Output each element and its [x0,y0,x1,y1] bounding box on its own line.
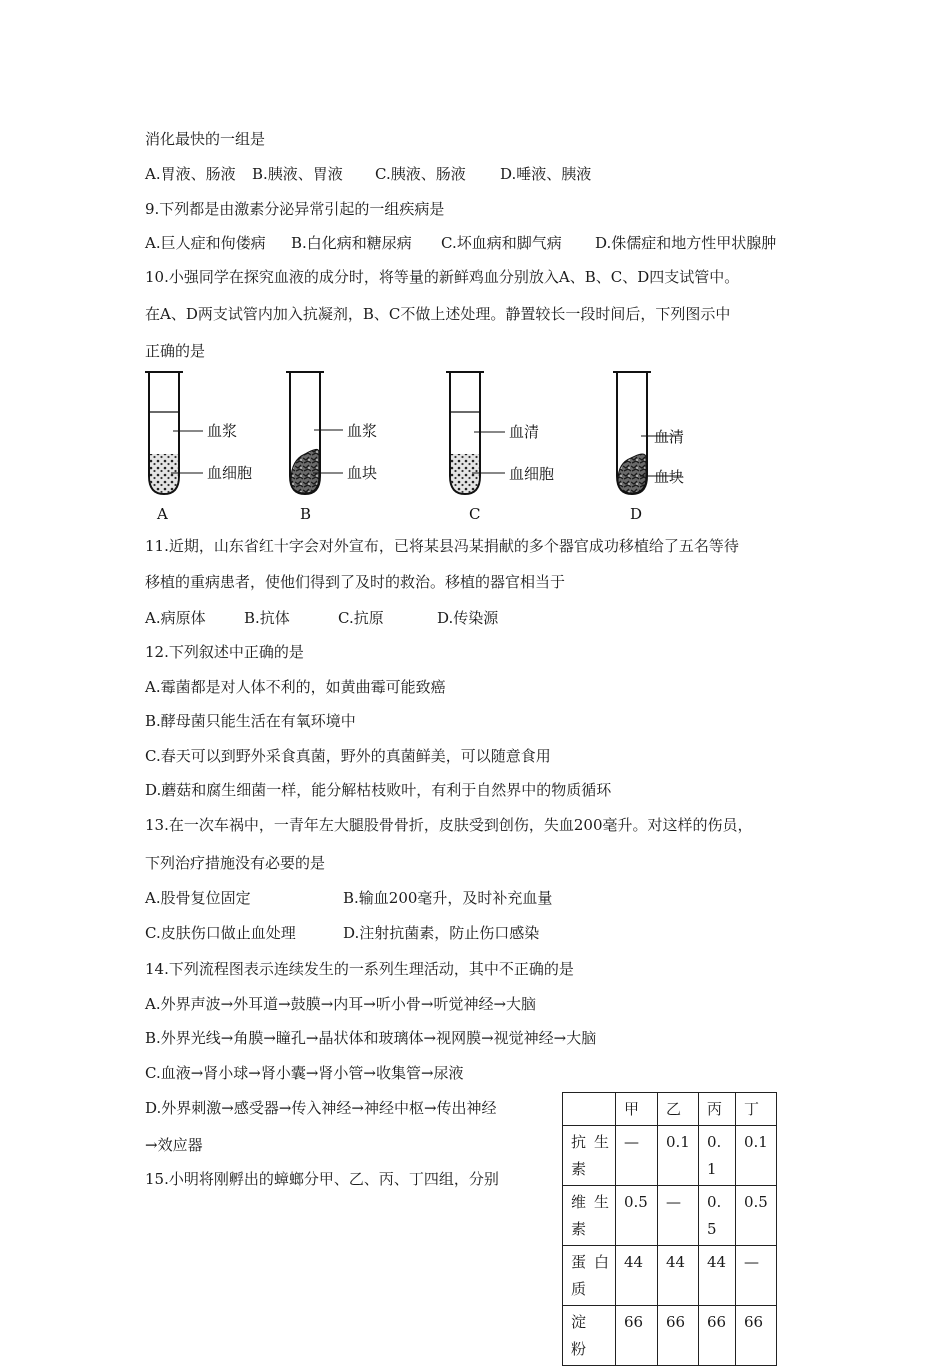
table-cell: — [736,1246,777,1306]
table-header-cell [563,1093,616,1126]
q8-option-d: D.唾液、胰液 [500,165,592,183]
tube-a-letter: A [157,505,168,523]
diet-table [562,1092,777,1366]
q11-option-c: C.抗原 [338,609,384,627]
table-cell: 44 [699,1246,736,1306]
table-cell: 0. 1 [699,1126,736,1186]
q12-option-d: D.蘑菇和腐生细菌一样，能分解枯枝败叶，有利于自然界中的物质循环 [145,781,612,799]
q8-options [145,164,591,184]
q13-line-2: 下列治疗措施没有必要的是 [145,854,326,872]
q15-stem: 15.小明将刚孵出的蟑螂分甲、乙、丙、丁四组，分别 [145,1170,499,1188]
table-row [563,1126,777,1186]
q11-line-2: 移植的重病患者，使他们得到了及时的救治。移植的器官相当于 [145,573,566,591]
tube-d-lower-label: 血块 [653,468,684,486]
q13-option-d: D.注射抗菌素，防止伤口感染 [343,924,540,942]
table-row [563,1246,777,1306]
q14-option-a: A.外界声波→外耳道→鼓膜→内耳→听小骨→听觉神经→大脑 [145,995,537,1013]
q8-option-b: B.胰液、胃液 [252,165,343,183]
tube-a [145,372,252,523]
q13-options-row-2 [145,923,539,943]
q11-line-1: 11.近期，山东省红十字会对外宣布，已将某县冯某捐献的多个器官成功移植给了五名等待 [145,537,739,555]
q11-option-d: D.传染源 [437,609,499,627]
tube-a-upper-label: 血浆 [207,422,238,440]
table-header-row [563,1093,777,1126]
q12-stem: 12.下列叙述中正确的是 [145,643,304,661]
q9-option-c: C.坏血病和脚气病 [441,234,562,252]
table-row [563,1306,777,1366]
table-row [563,1186,777,1246]
q8-option-c: C.胰液、肠液 [375,165,466,183]
q10-line-2: 在A、D两支试管内加入抗凝剂，B、C不做上述处理。静置较长一段时间后，下列图示中 [145,305,731,323]
q9-stem: 9.下列都是由激素分泌异常引起的一组疾病是 [145,200,445,218]
row-label: 蛋 白 质 [563,1246,616,1306]
q14-stem: 14.下列流程图表示连续发生的一系列生理活动，其中不正确的是 [145,960,574,978]
q9-option-d: D.侏儒症和地方性甲状腺肿 [595,234,777,252]
q14-option-d: D.外界刺激→感受器→传入神经→神经中枢→传出神经 [145,1099,497,1117]
tube-c-upper-label: 血清 [509,423,540,441]
table-header-cell: 乙 [658,1093,699,1126]
row-label: 维 生 素 [563,1186,616,1246]
table-cell: 0. 5 [699,1186,736,1246]
table-cell: 44 [658,1246,699,1306]
q9-option-b: B.白化病和糖尿病 [291,234,412,252]
q13-option-b: B.输血200毫升，及时补充血量 [343,889,553,907]
row-label: 淀 粉 [563,1306,616,1366]
test-tube-figure [135,368,695,524]
q10-line-3: 正确的是 [145,342,206,360]
q11-option-a: A.病原体 [145,609,206,627]
q8-stem: 消化最快的一组是 [145,130,266,148]
tube-b-lower-label: 血块 [347,464,378,482]
tube-d-upper-label: 血清 [653,428,684,446]
q13-line-1: 13.在一次车祸中，一青年左大腿股骨骨折，皮肤受到创伤，失血200毫升。对这样的伤员， [145,816,753,834]
table-cell: 0.1 [736,1126,777,1186]
q8-option-a: A.胃液、肠液 [145,165,236,183]
q14-option-d-tail: →效应器 [145,1136,203,1154]
q13-option-a: A.股骨复位固定 [145,889,251,907]
tube-a-lower-label: 血细胞 [207,464,253,482]
tube-c [446,372,554,523]
tube-c-lower-label: 血细胞 [509,465,555,483]
q9-option-a: A.巨人症和佝偻病 [145,234,266,252]
table-cell: 66 [658,1306,699,1366]
tube-c-letter: C [469,505,481,523]
table-cell: 0.5 [616,1186,658,1246]
q12-option-a: A.霉菌都是对人体不利的，如黄曲霉可能致癌 [145,678,446,696]
q13-option-c: C.皮肤伤口做止血处理 [145,924,296,942]
table-cell: 66 [616,1306,658,1366]
table-header-cell: 丁 [736,1093,777,1126]
tube-d-letter: D [630,505,643,523]
table-cell: — [616,1126,658,1186]
q11-option-b: B.抗体 [244,609,290,627]
table-cell: 66 [736,1306,777,1366]
table-cell: — [658,1186,699,1246]
q10-line-1: 10.小强同学在探究血液的成分时，将等量的新鲜鸡血分别放入A、B、C、D四支试管中。 [145,268,740,286]
table-cell: 44 [616,1246,658,1306]
q12-option-b: B.酵母菌只能生活在有氧环境中 [145,712,356,730]
q13-options-row-1 [145,888,552,908]
q11-options [145,608,498,628]
q12-option-c: C.春天可以到野外采食真菌，野外的真菌鲜美，可以随意食用 [145,747,551,765]
table-header-cell: 甲 [616,1093,658,1126]
table-cell: 0.1 [658,1126,699,1186]
table-cell: 66 [699,1306,736,1366]
tube-b-upper-label: 血浆 [347,422,378,440]
q14-option-b: B.外界光线→角膜→瞳孔→晶状体和玻璃体→视网膜→视觉神经→大脑 [145,1029,597,1047]
tube-b-letter: B [300,505,312,523]
tube-d [613,372,684,523]
q14-option-c: C.血液→肾小球→肾小囊→肾小管→收集管→尿液 [145,1064,464,1082]
table-header-cell: 丙 [699,1093,736,1126]
q9-options [145,233,776,253]
table-cell: 0.5 [736,1186,777,1246]
row-label: 抗 生 素 [563,1126,616,1186]
tube-b [286,372,377,523]
